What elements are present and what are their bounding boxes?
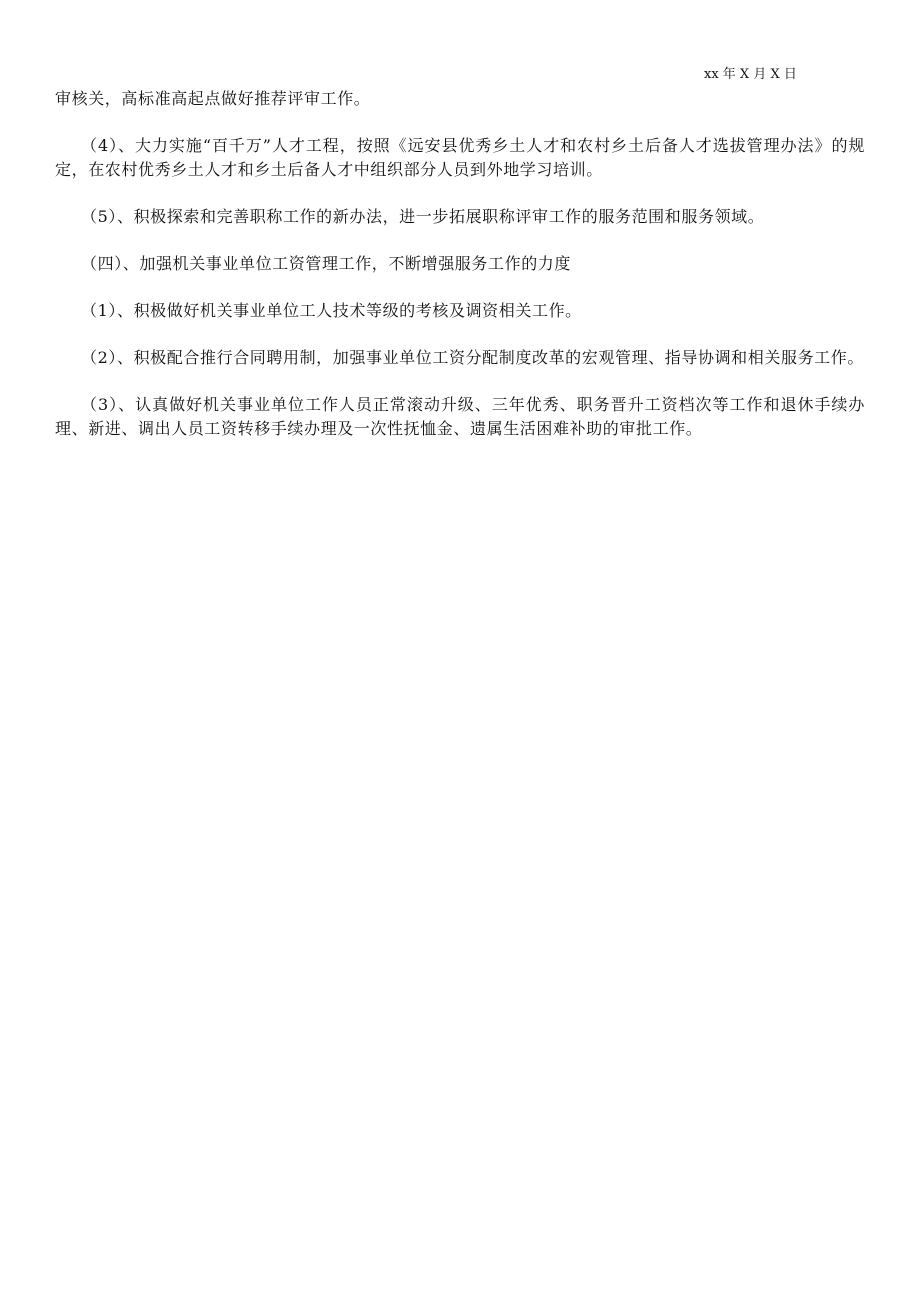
header-date: xx 年 X 月 X 日 [704, 67, 797, 82]
section-heading-4: （四）、加强机关事业单位工资管理工作，不断增强服务工作的力度 [81, 254, 572, 273]
paragraph-item-1: （1）、积极做好机关事业单位工人技术等级的考核及调资相关工作。 [81, 301, 582, 320]
paragraph-continuation: 审核关，高标准高起点做好推荐评审工作。 [55, 89, 371, 108]
paragraph-item-5: （5）、积极探索和完善职称工作的新办法，进一步拓展职称评审工作的服务范围和服务领域。 [81, 207, 765, 226]
document-body [55, 87, 865, 464]
paragraph-item-3: （3）、认真做好机关事业单位工作人员正常滚动升级、三年优秀、职务晋升工资档次等工作和退休手续办理、新进、调出人员工资转移手续办理及一次性抚恤金、遗属生活困难补助的审批工作。 [55, 395, 865, 438]
paragraph-item-4: （4）、大力实施“百千万”人才工程，按照《远安县优秀乡土人才和农村乡土后备人才选拔管理办法》的规定，在农村优秀乡土人才和乡土后备人才中组织部分人员到外地学习培训。 [55, 136, 865, 179]
paragraph-item-2: （2）、积极配合推行合同聘用制，加强事业单位工资分配制度改革的宏观管理、指导协调和相关服务工作。 [81, 348, 864, 367]
